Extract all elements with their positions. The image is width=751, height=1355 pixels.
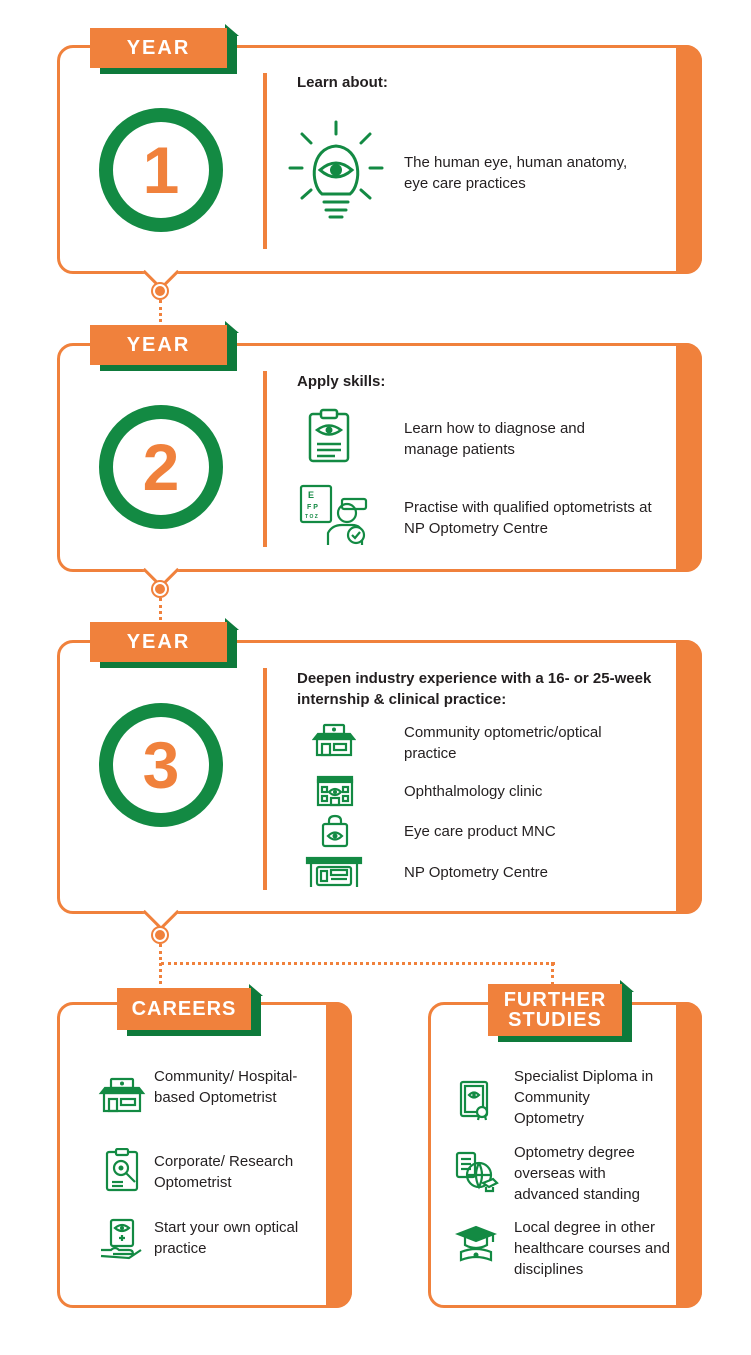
year-2-tab xyxy=(90,325,227,365)
year-3-tab xyxy=(90,622,227,662)
optometrist-eye-chart-icon xyxy=(298,483,370,547)
year-1-item-text: The human eye, human anatomy, eye care practices xyxy=(404,154,628,192)
divider-line xyxy=(263,668,267,890)
year-3-tab-label: YEAR xyxy=(90,622,227,662)
further-studies-item-1-text: Specialist Diploma in Community Optometry xyxy=(514,1068,654,1127)
further-studies-tab-line-2: STUDIES xyxy=(508,1009,602,1031)
timeline-dot xyxy=(153,582,167,596)
careers-item-1-text: Community/ Hospital-based Optometrist xyxy=(154,1068,298,1106)
lightbulb-eye-icon xyxy=(286,118,386,222)
year-3-item-1-text: Community optometric/optical practice xyxy=(404,724,602,762)
year-3-item-2-text: Ophthalmology clinic xyxy=(404,783,543,800)
further-studies-tab-line-1: FURTHER xyxy=(503,989,607,1011)
divider-line xyxy=(263,73,267,249)
divider-line xyxy=(263,371,267,547)
year-1-number: 1 xyxy=(142,133,180,207)
timeline-dot xyxy=(153,928,167,942)
card-pointer xyxy=(143,894,180,931)
year-2-tab-label: YEAR xyxy=(90,325,227,365)
year-2-item-1-text: Learn how to diagnose and manage patients xyxy=(404,420,585,458)
certificate-icon xyxy=(458,1079,492,1121)
careers-item-2-text: Corporate/ Research Optometrist xyxy=(154,1153,294,1191)
year-2-number-circle xyxy=(99,405,223,529)
year-2-number: 2 xyxy=(142,430,180,504)
further-studies-item-3-text: Local degree in other healthcare courses and disciplines xyxy=(514,1219,670,1278)
careers-item-3-text: Start your own optical practice xyxy=(154,1219,299,1257)
timeline-connector xyxy=(551,962,554,986)
careers-tab xyxy=(117,988,251,1030)
research-document-icon xyxy=(103,1148,143,1194)
svg-text:T O Z: T O Z xyxy=(305,514,318,520)
timeline-dot xyxy=(153,284,167,298)
hospital-eye-icon xyxy=(98,1077,146,1113)
optical-shop-icon xyxy=(312,723,356,757)
year-1-heading: Learn about: xyxy=(297,74,388,91)
year-3-number: 3 xyxy=(142,728,180,802)
globe-graduation-icon xyxy=(453,1149,499,1195)
card-edge xyxy=(676,45,702,274)
year-2-heading: Apply skills: xyxy=(297,373,386,390)
optometry-centre-icon xyxy=(305,855,363,889)
svg-text:E: E xyxy=(308,490,315,500)
year-1-number-circle xyxy=(99,108,223,232)
card-edge xyxy=(676,343,702,572)
year-1-tab-label: YEAR xyxy=(90,28,227,68)
further-studies-item-2-text: Optometry degree overseas with advanced standing xyxy=(514,1144,640,1203)
year-3-heading: Deepen industry experience with a 16- or 25-week internship & clinical practice: xyxy=(297,670,652,708)
year-3-number-circle xyxy=(99,703,223,827)
timeline-connector xyxy=(161,962,555,965)
card-edge xyxy=(326,1002,352,1308)
graduation-cap-icon xyxy=(455,1224,497,1264)
shopping-bag-eye-icon xyxy=(320,814,350,848)
hand-eye-icon xyxy=(99,1216,143,1260)
clinic-building-icon xyxy=(315,775,355,807)
year-3-item-4-text: NP Optometry Centre xyxy=(404,864,548,881)
year-3-item-3-text: Eye care product MNC xyxy=(404,823,556,840)
clipboard-eye-icon xyxy=(306,408,352,464)
year-2-item-2-text: Practise with qualified optometrists at NP Optometry Centre xyxy=(404,499,652,537)
careers-tab-label: CAREERS xyxy=(117,988,251,1030)
year-1-tab xyxy=(90,28,227,68)
further-studies-tab xyxy=(488,984,622,1036)
svg-text:F P: F P xyxy=(307,504,318,511)
further-studies-tab-label xyxy=(488,984,622,1036)
